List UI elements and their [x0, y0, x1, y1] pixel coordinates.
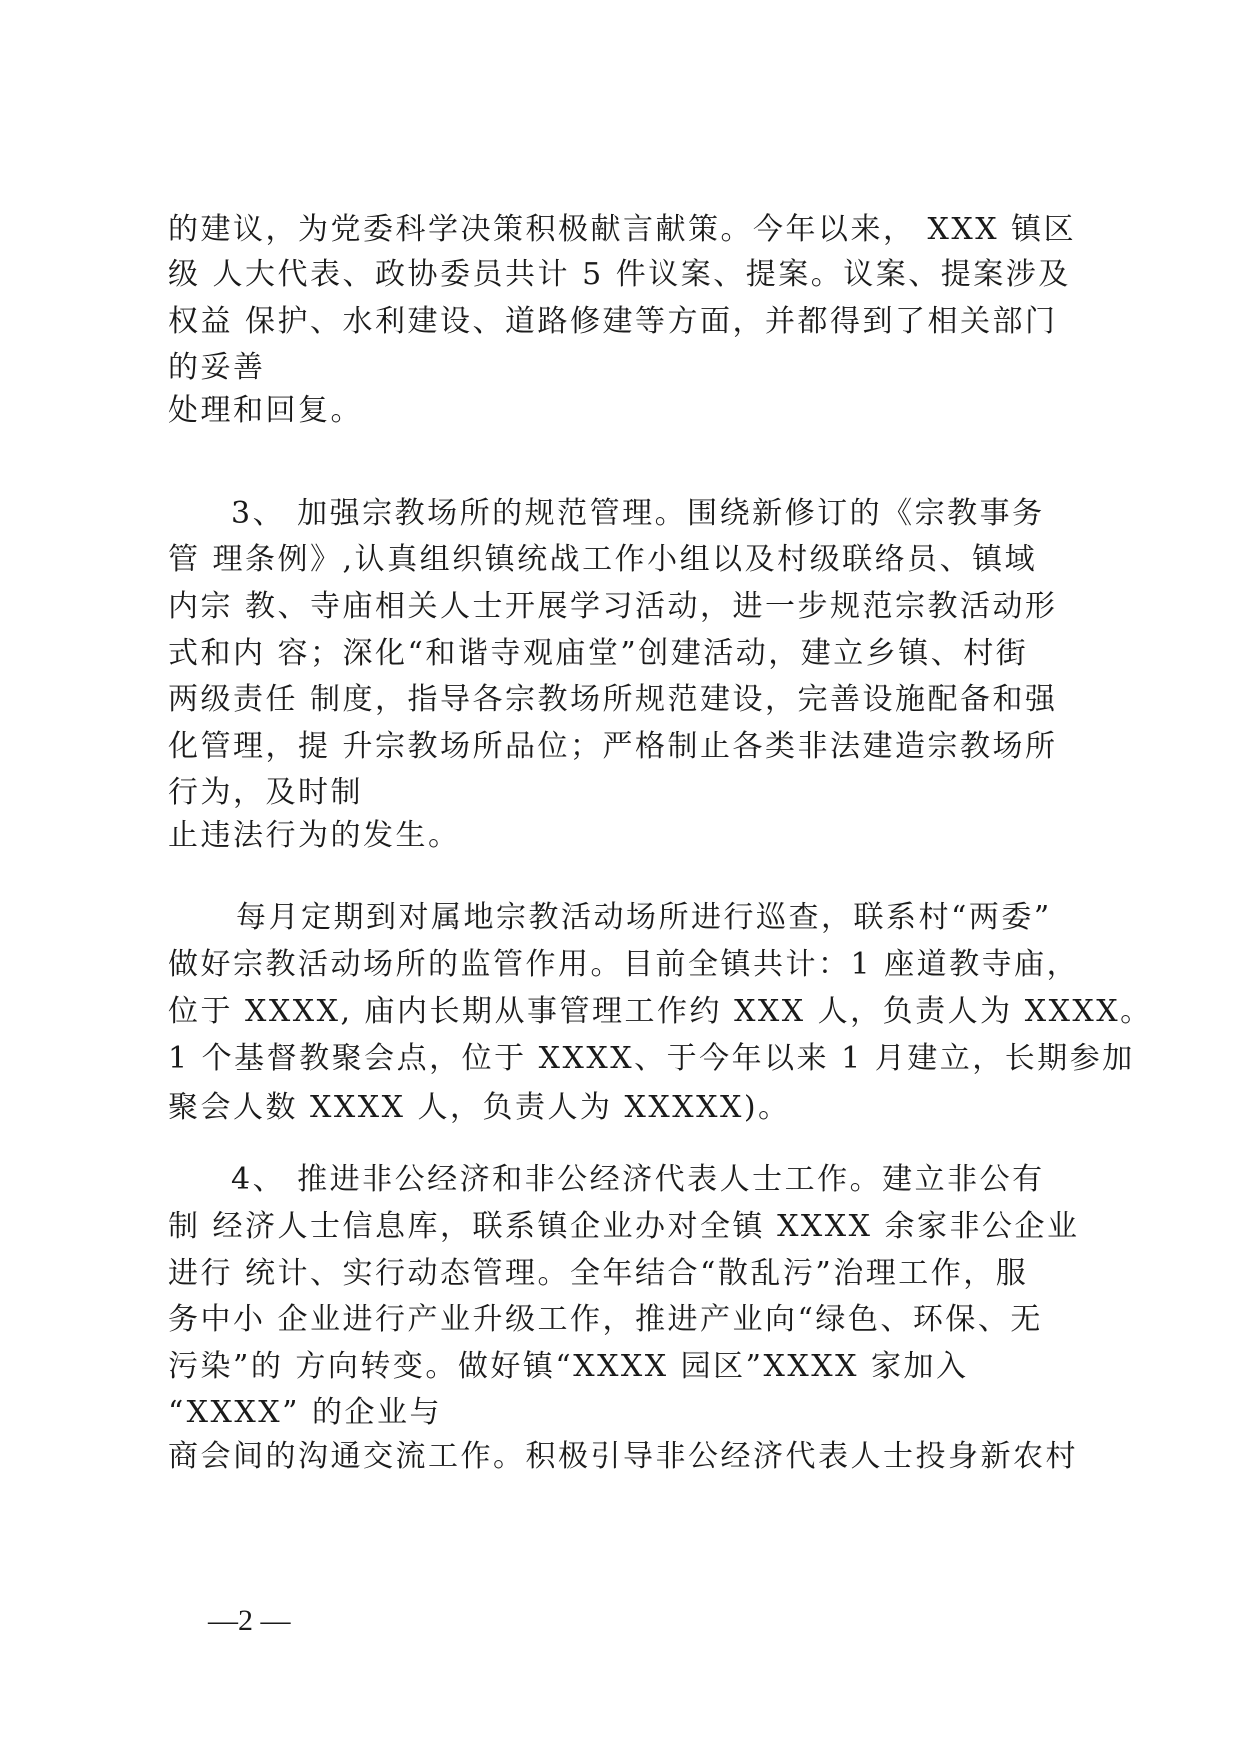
text-line: 商会间的沟通交流工作。积极引导非公经济代表人士投身新农村 [168, 1439, 1078, 1474]
text-line: 聚会人数 XXXX 人，负责人为 XXXXX)。 [168, 1090, 791, 1125]
text-line: 两级责任 制度，指导各宗教场所规范建设，完善设施配备和强 [168, 682, 1058, 717]
text-line: 处理和回复。 [168, 393, 363, 428]
paragraph-start: 每月定期到对属地宗教活动场所进行巡查，联系村“两委” [236, 900, 1052, 935]
text-line: 做好宗教活动场所的监管作用。目前全镇共计：1 座道教寺庙， [168, 947, 1080, 982]
text-line: 止违法行为的发生。 [168, 818, 461, 853]
text-line: 内宗 教、寺庙相关人士开展学习活动，进一步规范宗教活动形 [168, 589, 1058, 624]
text-line: 污染”的 方向转变。做好镇“XXXX 园区”XXXX 家加入 [168, 1349, 969, 1384]
page-number: —2 — [208, 1604, 291, 1637]
text-line: 权益 保护、水利建设、道路修建等方面，并都得到了相关部门 [168, 304, 1058, 339]
text-line: 行为，及时制 [168, 775, 363, 810]
text-line: 的建议，为党委科学决策积极献言献策。今年以来， XXX 镇区 [168, 212, 1077, 247]
text-line: 进行 统计、实行动态管理。全年结合“散乱污”治理工作，服 [168, 1256, 1029, 1291]
text-line: “XXXX” 的企业与 [168, 1395, 442, 1430]
section-heading-4: 4、 推进非公经济和非公经济代表人士工作。建立非公有 [231, 1162, 1045, 1197]
text-line: 化管理，提 升宗教场所品位；严格制止各类非法建造宗教场所 [168, 729, 1058, 764]
text-line: 位于 XXXX, 庙内长期从事管理工作约 XXX 人，负责人为 XXXX。 [168, 994, 1153, 1029]
text-line: 级 人大代表、政协委员共计 5 件议案、提案。议案、提案涉及 [168, 257, 1071, 292]
text-line: 的妥善 [168, 350, 266, 385]
text-line: 管 理条例》,认真组织镇统战工作小组以及村级联络员、镇域 [168, 542, 1038, 577]
text-line: 制 经济人士信息库，联系镇企业办对全镇 XXXX 余家非公企业 [168, 1209, 1080, 1244]
text-line: 务中小 企业进行产业升级工作，推进产业向“绿色、环保、无 [168, 1302, 1043, 1337]
section-heading-3: 3、 加强宗教场所的规范管理。围绕新修订的《宗教事务 [231, 496, 1045, 531]
text-line: 1 个基督教聚会点，位于 XXXX、于今年以来 1 月建立，长期参加 [168, 1041, 1135, 1076]
text-line: 式和内 容；深化“和谐寺观庙堂”创建活动，建立乡镇、村街 [168, 636, 1029, 671]
